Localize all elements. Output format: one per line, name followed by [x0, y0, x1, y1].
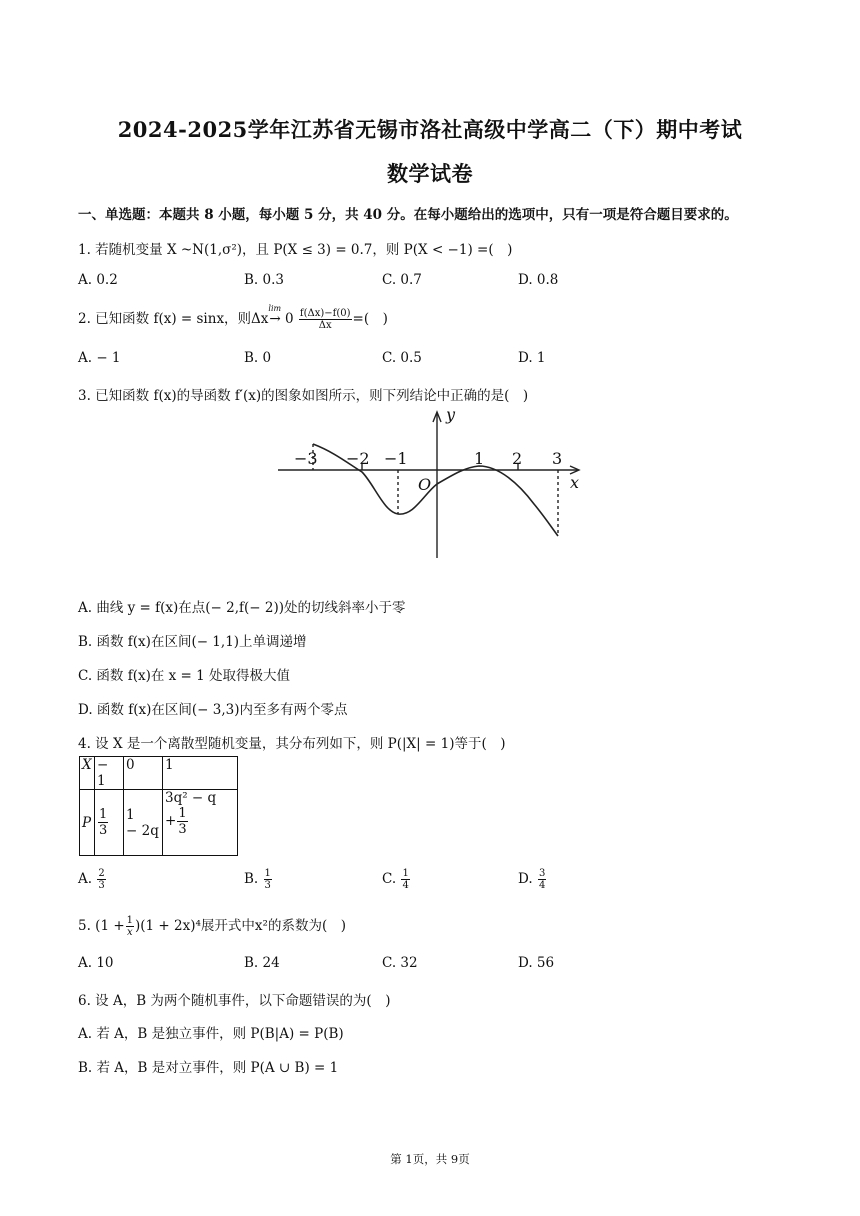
q4-option-a: A. $\frac{2}{3}$ [78, 868, 105, 891]
q2-arrow: → 0 [269, 311, 294, 327]
table-header-1: 1 [163, 757, 238, 790]
question-5-stem: 5. (1 + $\frac{1}{x}$ )(1 + 2x)⁴展开式中x²的系数为( ) [78, 915, 346, 938]
q4-option-d: D. $\frac{3}{4}$ [518, 868, 546, 891]
q2-option-d: D. 1 [518, 350, 546, 366]
label-origin: O [418, 475, 432, 494]
table-row-p: P [80, 790, 95, 856]
q5-option-d: D. 56 [518, 955, 555, 971]
q6-option-a: A. 若 A，B 是独立事件，则 P(B|A) = P(B) [78, 1026, 344, 1042]
q2-option-a: A. − 1 [78, 350, 121, 366]
table-cell-p-0: 1 − 2q [124, 790, 163, 856]
q2-fraction [299, 308, 352, 331]
q2-stem-prefix: 2. 已知函数 f(x) = sinx，则Δx [78, 311, 269, 327]
table-header-x: X [80, 757, 95, 790]
section-heading: 一、单选题：本题共 8 小题，每小题 5 分，共 40 分。在每小题给出的选项中，只有一项是符合题目要求的。 [78, 207, 738, 223]
question-4-stem: 4. 设 X 是一个离散型随机变量，其分布列如下，则 P(|X| = 1)等于( ) [78, 736, 506, 752]
q2-option-b: B. 0 [244, 350, 272, 366]
q5-option-c: C. 32 [382, 955, 418, 971]
label-x: x [570, 473, 580, 492]
table-header-neg1: − 1 [95, 757, 124, 790]
derivative-graph [274, 404, 594, 564]
q4-option-b: B. $\frac{1}{3}$ [244, 868, 271, 891]
question-1-stem: 1. 若随机变量 X ~N(1,σ²)，且 P(X ≤ 3) = 0.7，则 P(X < −1) =( ) [78, 242, 513, 258]
table-cell-p-1: 3q² − q + $\frac{1}{3}$ [163, 790, 238, 856]
q5-option-b: B. 24 [244, 955, 280, 971]
q3-option-b: B. 函数 f(x)在区间(− 1,1)上单调递增 [78, 634, 307, 650]
q6-option-b: B. 若 A，B 是对立事件，则 P(A ∪ B) = 1 [78, 1060, 339, 1076]
q5-option-a: A. 10 [78, 955, 114, 971]
q1-option-a: A. 0.2 [78, 272, 118, 288]
q3-option-a: A. 曲线 y = f(x)在点(− 2,f(− 2))处的切线斜率小于零 [78, 600, 406, 616]
q3-option-c: C. 函数 f(x)在 x = 1 处取得极大值 [78, 668, 291, 684]
question-2-stem [78, 304, 388, 331]
q2-stem-suffix: =( ) [352, 311, 388, 327]
q1-option-d: D. 0.8 [518, 272, 559, 288]
label-y: y [446, 405, 456, 424]
distribution-table [79, 756, 238, 856]
q2-frac-den: Δx [318, 320, 332, 331]
label-neg3: −3 [294, 449, 318, 468]
q3-option-d: D. 函数 f(x)在区间(− 3,3)内至多有两个零点 [78, 702, 348, 718]
exam-subtitle: 数学试卷 [387, 161, 473, 186]
exam-title: 2024-2025学年江苏省无锡市洛社高级中学高二（下）期中考试 [117, 117, 743, 142]
q4-option-c: C. $\frac{1}{4}$ [382, 868, 409, 891]
q1-option-c: C. 0.7 [382, 272, 422, 288]
question-3-stem: 3. 已知函数 f(x)的导函数 f′(x)的图象如图所示，则下列结论中正确的是( ) [78, 388, 529, 404]
label-2: 2 [512, 449, 523, 468]
q2-option-c: C. 0.5 [382, 350, 422, 366]
q1-option-b: B. 0.3 [244, 272, 284, 288]
label-neg2: −2 [346, 449, 370, 468]
page-footer: 第 1页，共 9页 [390, 1152, 470, 1166]
q2-lim: lim [268, 304, 282, 313]
label-1: 1 [474, 449, 485, 468]
table-cell-p-neg1: $\frac{1}{3}$ [95, 790, 124, 856]
label-3: 3 [552, 449, 563, 468]
label-neg1: −1 [384, 449, 408, 468]
q2-frac-num: f(Δx)−f(0) [299, 308, 351, 319]
question-6-stem: 6. 设 A，B 为两个随机事件，以下命题错误的为( ) [78, 993, 391, 1009]
table-header-0: 0 [124, 757, 163, 790]
